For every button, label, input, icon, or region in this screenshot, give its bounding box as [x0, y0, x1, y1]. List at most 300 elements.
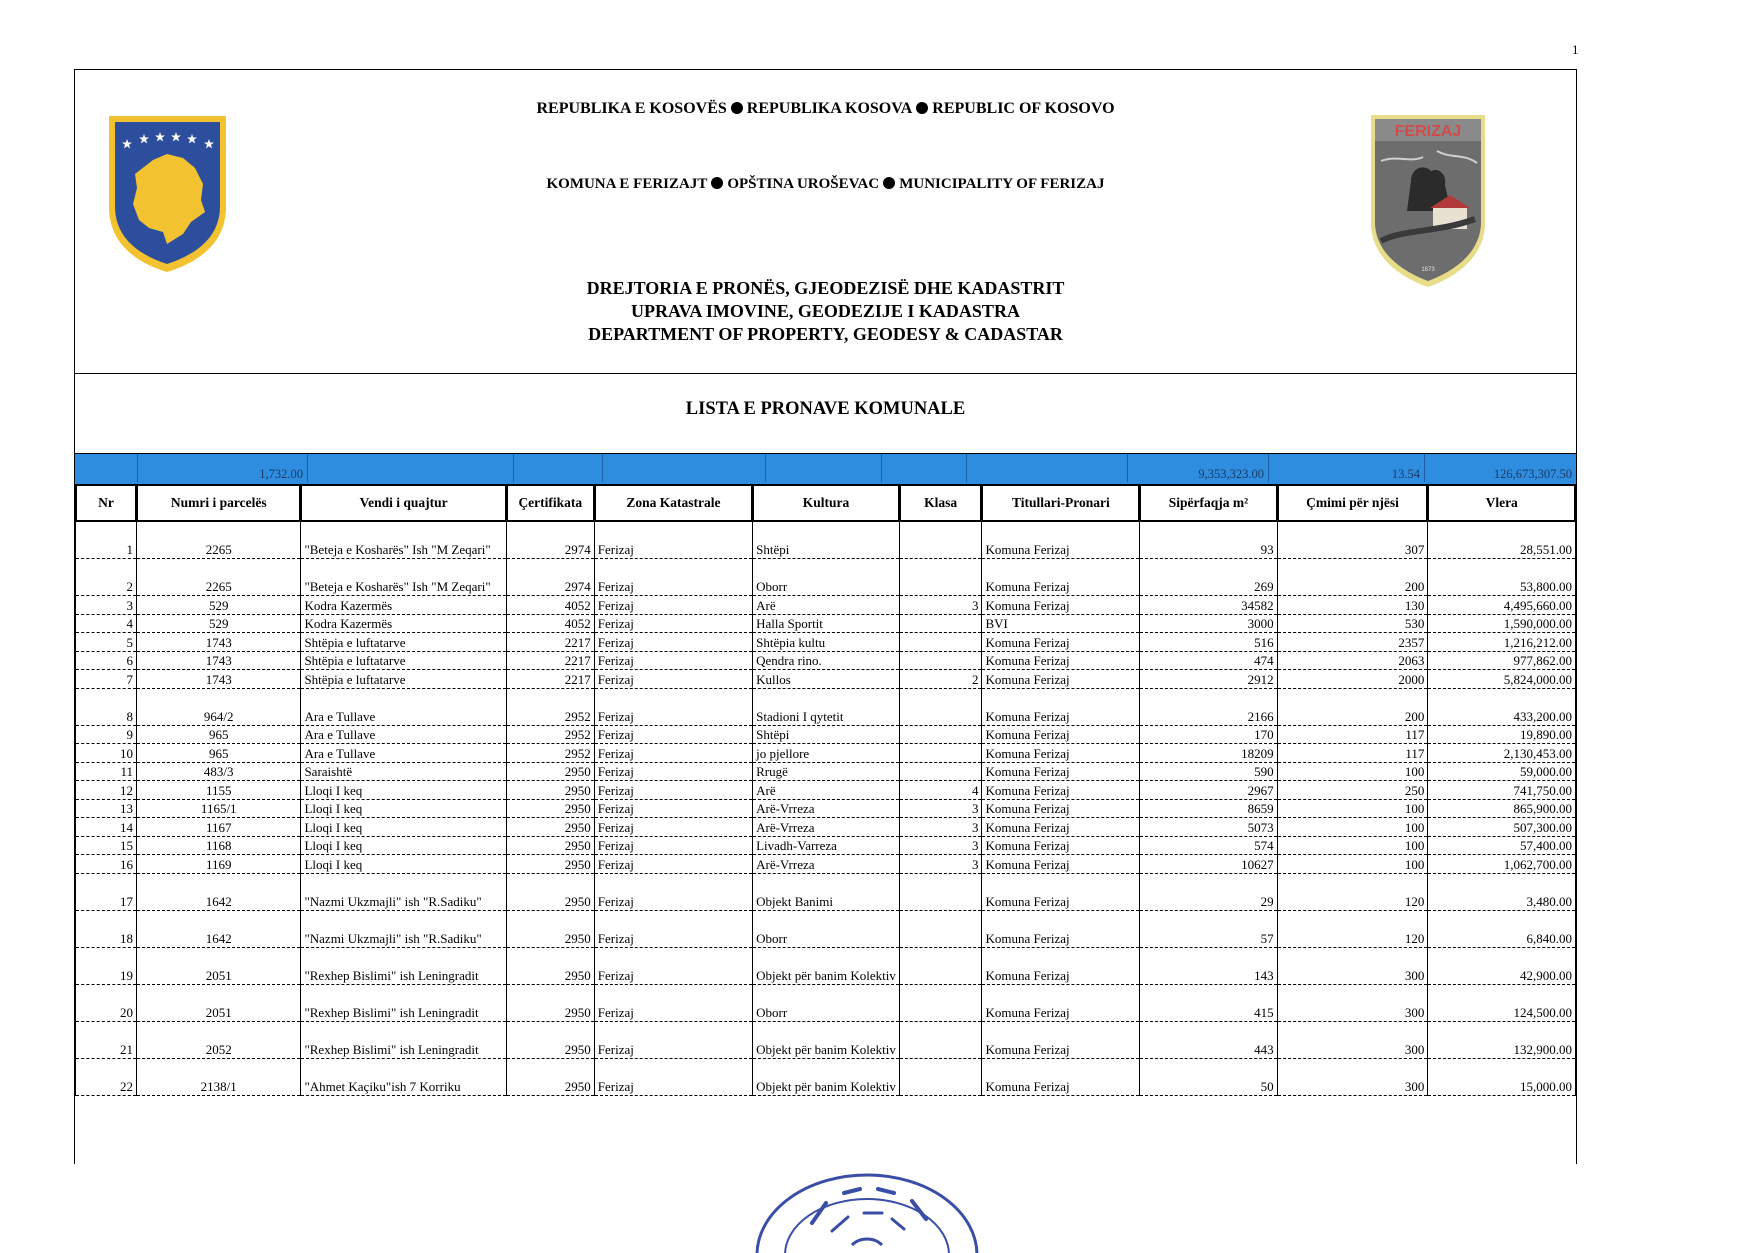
- row-price: 530: [1277, 614, 1428, 633]
- row-cert: 2950: [506, 762, 594, 781]
- table-row: [76, 744, 1576, 763]
- row-cert: 2950: [506, 818, 594, 837]
- row-owner: Komuna Ferizaj: [982, 836, 1140, 855]
- totals-price: 13.54: [1269, 454, 1425, 482]
- row-value: 3,480.00: [1428, 873, 1576, 910]
- table-header-row: [76, 485, 1576, 522]
- row-owner: Komuna Ferizaj: [982, 873, 1140, 910]
- table-row: [76, 559, 1576, 596]
- table-row: [76, 855, 1576, 874]
- row-owner: Komuna Ferizaj: [982, 910, 1140, 947]
- row-owner: Komuna Ferizaj: [982, 725, 1140, 744]
- bullet-dot-icon: [883, 177, 895, 189]
- row-value: 28,551.00: [1428, 522, 1576, 559]
- row-place: Ara e Tullave: [301, 688, 506, 725]
- row-culture: Objekt për banim Kolektiv: [753, 1058, 900, 1095]
- emblem-year: 1873: [1421, 267, 1435, 273]
- row-cert: 2952: [506, 725, 594, 744]
- row-parcel: 529: [137, 596, 301, 615]
- row-culture: Objekt Banimi: [753, 873, 900, 910]
- row-parcel: 1642: [137, 873, 301, 910]
- row-cert: 2950: [506, 855, 594, 874]
- row-price: 100: [1277, 836, 1428, 855]
- row-place: Shtëpia e luftatarve: [301, 633, 506, 652]
- row-parcel: 2138/1: [137, 1058, 301, 1095]
- row-place: "Rexhep Bislimi" ish Leningradit: [301, 984, 506, 1021]
- row-area: 93: [1140, 522, 1277, 559]
- row-area: 415: [1140, 984, 1277, 1021]
- row-cert: 2950: [506, 836, 594, 855]
- table-row: [76, 818, 1576, 837]
- row-place: Lloqi I keq: [301, 818, 506, 837]
- republic-name-en: REPUBLIC OF KOSOVO: [932, 100, 1115, 117]
- row-culture: Kullos: [753, 670, 900, 689]
- row-nr: 17: [76, 873, 137, 910]
- row-area: 516: [1140, 633, 1277, 652]
- row-owner: Komuna Ferizaj: [982, 1021, 1140, 1058]
- column-header: Klasa: [899, 485, 982, 522]
- row-place: "Nazmi Ukzmajli" ish "R.Sadiku": [301, 873, 506, 910]
- row-class: 3: [899, 799, 982, 818]
- row-cert: 2950: [506, 910, 594, 947]
- row-zone: Ferizaj: [594, 688, 752, 725]
- row-area: 269: [1140, 559, 1277, 596]
- row-nr: 18: [76, 910, 137, 947]
- row-area: 18209: [1140, 744, 1277, 763]
- row-area: 2912: [1140, 670, 1277, 689]
- row-cert: 2974: [506, 522, 594, 559]
- row-nr: 20: [76, 984, 137, 1021]
- row-price: 100: [1277, 818, 1428, 837]
- row-parcel: 1169: [137, 855, 301, 874]
- row-cert: 2950: [506, 984, 594, 1021]
- row-cert: 2950: [506, 799, 594, 818]
- row-culture: Arë: [753, 596, 900, 615]
- totals-value: 126,673,307.50: [1493, 467, 1572, 481]
- row-zone: Ferizaj: [594, 855, 752, 874]
- row-place: "Rexhep Bislimi" ish Leningradit: [301, 1021, 506, 1058]
- table-row: [76, 596, 1576, 615]
- row-price: 120: [1277, 873, 1428, 910]
- table-row: [76, 836, 1576, 855]
- kosovo-coat-of-arms-icon: [105, 112, 230, 275]
- row-class: [899, 614, 982, 633]
- row-nr: 12: [76, 781, 137, 800]
- row-cert: 2952: [506, 744, 594, 763]
- row-class: [899, 633, 982, 652]
- row-class: 3: [899, 596, 982, 615]
- title-bar: [75, 373, 1576, 454]
- row-cert: 4052: [506, 596, 594, 615]
- row-price: 200: [1277, 688, 1428, 725]
- row-place: Lloqi I keq: [301, 781, 506, 800]
- row-price: 307: [1277, 522, 1428, 559]
- row-culture: Livadh-Varreza: [753, 836, 900, 855]
- row-parcel: 1642: [137, 910, 301, 947]
- property-table: [75, 484, 1576, 1096]
- row-class: [899, 522, 982, 559]
- row-place: "Beteja e Kosharës" Ish "M Zeqari": [301, 559, 506, 596]
- row-area: 143: [1140, 947, 1277, 984]
- row-class: [899, 651, 982, 670]
- row-class: [899, 762, 982, 781]
- row-price: 117: [1277, 725, 1428, 744]
- row-area: 2166: [1140, 688, 1277, 725]
- row-nr: 19: [76, 947, 137, 984]
- row-zone: Ferizaj: [594, 744, 752, 763]
- row-owner: Komuna Ferizaj: [982, 984, 1140, 1021]
- row-place: Lloqi I keq: [301, 836, 506, 855]
- row-owner: Komuna Ferizaj: [982, 651, 1140, 670]
- row-price: 117: [1277, 744, 1428, 763]
- row-class: [899, 725, 982, 744]
- row-price: 2063: [1277, 651, 1428, 670]
- row-nr: 21: [76, 1021, 137, 1058]
- row-place: Kodra Kazermës: [301, 614, 506, 633]
- row-nr: 10: [76, 744, 137, 763]
- row-parcel: 2051: [137, 947, 301, 984]
- totals-cell: [882, 454, 967, 482]
- row-parcel: 1155: [137, 781, 301, 800]
- row-culture: Stadioni I qytetit: [753, 688, 900, 725]
- row-parcel: 2051: [137, 984, 301, 1021]
- row-value: 433,200.00: [1428, 688, 1576, 725]
- municipality-name-en: MUNICIPALITY OF FERIZAJ: [899, 176, 1105, 192]
- row-culture: Oborr: [753, 559, 900, 596]
- column-header: Sipërfaqja m²: [1140, 485, 1277, 522]
- table-row: [76, 910, 1576, 947]
- table-row: [76, 614, 1576, 633]
- row-place: Ara e Tullave: [301, 744, 506, 763]
- table-row: [76, 670, 1576, 689]
- row-place: Kodra Kazermës: [301, 596, 506, 615]
- column-header: Numri i parcelës: [137, 485, 301, 522]
- row-value: 1,216,212.00: [1428, 633, 1576, 652]
- row-nr: 11: [76, 762, 137, 781]
- row-cert: 2950: [506, 1058, 594, 1095]
- row-area: 590: [1140, 762, 1277, 781]
- republic-name-sq: REPUBLIKA E KOSOVËS: [536, 100, 727, 117]
- row-zone: Ferizaj: [594, 799, 752, 818]
- row-price: 300: [1277, 1058, 1428, 1095]
- row-owner: Komuna Ferizaj: [982, 1058, 1140, 1095]
- row-cert: 2217: [506, 651, 594, 670]
- emblem-text: FERIZAJ: [1394, 123, 1462, 140]
- column-header: Vendi i quajtur: [301, 485, 506, 522]
- row-place: "Rexhep Bislimi" ish Leningradit: [301, 947, 506, 984]
- totals-cell: [514, 454, 603, 482]
- row-nr: 13: [76, 799, 137, 818]
- row-place: Shtëpia e luftatarve: [301, 651, 506, 670]
- row-cert: 2217: [506, 670, 594, 689]
- row-place: Ara e Tullave: [301, 725, 506, 744]
- row-parcel: 1167: [137, 818, 301, 837]
- row-parcel: 1743: [137, 651, 301, 670]
- row-class: 2: [899, 670, 982, 689]
- municipality-line: [75, 176, 1576, 193]
- row-area: 574: [1140, 836, 1277, 855]
- column-header: Vlera: [1428, 485, 1576, 522]
- row-cert: 2950: [506, 873, 594, 910]
- row-zone: Ferizaj: [594, 633, 752, 652]
- bullet-dot-icon: [711, 177, 723, 189]
- row-culture: Arë: [753, 781, 900, 800]
- row-class: 3: [899, 818, 982, 837]
- row-parcel: 483/3: [137, 762, 301, 781]
- row-culture: Shtëpia kultu: [753, 633, 900, 652]
- row-area: 34582: [1140, 596, 1277, 615]
- department-name-en: DEPARTMENT OF PROPERTY, GEODESY & CADASTAR: [588, 324, 1063, 344]
- row-parcel: 2265: [137, 522, 301, 559]
- row-price: 100: [1277, 855, 1428, 874]
- row-nr: 6: [76, 651, 137, 670]
- row-price: 300: [1277, 984, 1428, 1021]
- row-value: 741,750.00: [1428, 781, 1576, 800]
- row-nr: 8: [76, 688, 137, 725]
- totals-cell: [766, 454, 882, 482]
- table-row: [76, 781, 1576, 800]
- row-cert: 2950: [506, 947, 594, 984]
- row-class: [899, 688, 982, 725]
- row-zone: Ferizaj: [594, 614, 752, 633]
- row-class: 3: [899, 836, 982, 855]
- row-place: Lloqi I keq: [301, 855, 506, 874]
- row-zone: Ferizaj: [594, 984, 752, 1021]
- row-price: 250: [1277, 781, 1428, 800]
- row-culture: Oborr: [753, 910, 900, 947]
- row-value: 59,000.00: [1428, 762, 1576, 781]
- department-name-sr: UPRAVA IMOVINE, GEODEZIJE I KADASTRA: [631, 301, 1020, 321]
- row-area: 50: [1140, 1058, 1277, 1095]
- table-row: [76, 725, 1576, 744]
- row-value: 6,840.00: [1428, 910, 1576, 947]
- row-culture: Arë-Vrreza: [753, 799, 900, 818]
- row-owner: Komuna Ferizaj: [982, 670, 1140, 689]
- municipality-name-sq: KOMUNA E FERIZAJT: [546, 176, 708, 192]
- row-parcel: 1165/1: [137, 799, 301, 818]
- row-value: 977,862.00: [1428, 651, 1576, 670]
- row-class: 4: [899, 781, 982, 800]
- row-culture: Qendra rino.: [753, 651, 900, 670]
- row-culture: Arë-Vrreza: [753, 818, 900, 837]
- row-zone: Ferizaj: [594, 559, 752, 596]
- row-culture: Objekt për banim Kolektiv: [753, 947, 900, 984]
- row-price: 2357: [1277, 633, 1428, 652]
- row-parcel: 1168: [137, 836, 301, 855]
- row-owner: BVI: [982, 614, 1140, 633]
- row-price: 130: [1277, 596, 1428, 615]
- letterhead: [75, 70, 1576, 374]
- row-area: 474: [1140, 651, 1277, 670]
- row-parcel: 2265: [137, 559, 301, 596]
- column-header: Titullari-Pronari: [982, 485, 1140, 522]
- row-area: 5073: [1140, 818, 1277, 837]
- row-value: 42,900.00: [1428, 947, 1576, 984]
- row-place: "Ahmet Kaçiku"ish 7 Korriku: [301, 1058, 506, 1095]
- row-owner: Komuna Ferizaj: [982, 818, 1140, 837]
- column-header: Çertifikata: [506, 485, 594, 522]
- table-row: [76, 1021, 1576, 1058]
- row-value: 57,400.00: [1428, 836, 1576, 855]
- row-culture: jo pjellore: [753, 744, 900, 763]
- table-row: [76, 762, 1576, 781]
- row-value: 15,000.00: [1428, 1058, 1576, 1095]
- totals-cell: [308, 454, 514, 482]
- row-cert: 4052: [506, 614, 594, 633]
- row-nr: 22: [76, 1058, 137, 1095]
- totals-parcel: 1,732.00: [138, 454, 308, 482]
- row-nr: 16: [76, 855, 137, 874]
- row-value: 19,890.00: [1428, 725, 1576, 744]
- row-nr: 5: [76, 633, 137, 652]
- row-zone: Ferizaj: [594, 873, 752, 910]
- row-nr: 7: [76, 670, 137, 689]
- row-price: 100: [1277, 762, 1428, 781]
- table-row: [76, 522, 1576, 559]
- row-owner: Komuna Ferizaj: [982, 781, 1140, 800]
- row-owner: Komuna Ferizaj: [982, 559, 1140, 596]
- table-row: [76, 688, 1576, 725]
- row-place: "Nazmi Ukzmajli" ish "R.Sadiku": [301, 910, 506, 947]
- row-area: 29: [1140, 873, 1277, 910]
- page-number: 1: [1572, 42, 1579, 57]
- row-parcel: 965: [137, 744, 301, 763]
- row-parcel: 2052: [137, 1021, 301, 1058]
- row-zone: Ferizaj: [594, 651, 752, 670]
- row-owner: Komuna Ferizaj: [982, 947, 1140, 984]
- totals-cell: [75, 454, 138, 482]
- row-culture: Objekt për banim Kolektiv: [753, 1021, 900, 1058]
- row-nr: 1: [76, 522, 137, 559]
- row-value: 132,900.00: [1428, 1021, 1576, 1058]
- row-place: Shtëpia e luftatarve: [301, 670, 506, 689]
- row-zone: Ferizaj: [594, 1058, 752, 1095]
- column-header: Zona Katastrale: [594, 485, 752, 522]
- totals-bar: [75, 454, 1576, 484]
- row-price: 200: [1277, 559, 1428, 596]
- row-owner: Komuna Ferizaj: [982, 762, 1140, 781]
- row-parcel: 1743: [137, 670, 301, 689]
- row-price: 120: [1277, 910, 1428, 947]
- row-place: "Beteja e Kosharës" Ish "M Zeqari": [301, 522, 506, 559]
- row-place: Lloqi I keq: [301, 799, 506, 818]
- totals-area: 9,353,323.00: [1128, 454, 1269, 482]
- row-culture: Shtëpi: [753, 522, 900, 559]
- row-class: [899, 984, 982, 1021]
- row-price: 2000: [1277, 670, 1428, 689]
- table-row: [76, 799, 1576, 818]
- department-name-sq: DREJTORIA E PRONËS, GJEODEZISË DHE KADASTRIT: [586, 278, 1065, 298]
- row-cert: 2950: [506, 781, 594, 800]
- row-nr: 2: [76, 559, 137, 596]
- row-area: 2967: [1140, 781, 1277, 800]
- row-class: [899, 910, 982, 947]
- row-class: [899, 559, 982, 596]
- row-nr: 4: [76, 614, 137, 633]
- column-header: Çmimi për njësi: [1277, 485, 1428, 522]
- row-nr: 14: [76, 818, 137, 837]
- table-row: [76, 873, 1576, 910]
- row-parcel: 964/2: [137, 688, 301, 725]
- row-owner: Komuna Ferizaj: [982, 799, 1140, 818]
- row-cert: 2217: [506, 633, 594, 652]
- row-value: 865,900.00: [1428, 799, 1576, 818]
- row-area: 57: [1140, 910, 1277, 947]
- bullet-dot-icon: [916, 102, 928, 114]
- row-zone: Ferizaj: [594, 947, 752, 984]
- municipality-name-sr: OPŠTINA UROŠEVAC: [727, 176, 880, 192]
- row-cert: 2952: [506, 688, 594, 725]
- row-price: 100: [1277, 799, 1428, 818]
- row-area: 10627: [1140, 855, 1277, 874]
- row-owner: Komuna Ferizaj: [982, 596, 1140, 615]
- table-row: [76, 984, 1576, 1021]
- row-owner: Komuna Ferizaj: [982, 522, 1140, 559]
- row-class: [899, 873, 982, 910]
- row-nr: 9: [76, 725, 137, 744]
- row-place: Saraishtë: [301, 762, 506, 781]
- row-parcel: 965: [137, 725, 301, 744]
- row-zone: Ferizaj: [594, 1021, 752, 1058]
- row-value: 1,590,000.00: [1428, 614, 1576, 633]
- row-area: 3000: [1140, 614, 1277, 633]
- row-culture: Halla Sportit: [753, 614, 900, 633]
- row-area: 8659: [1140, 799, 1277, 818]
- row-class: [899, 1021, 982, 1058]
- row-owner: Komuna Ferizaj: [982, 855, 1140, 874]
- row-owner: Komuna Ferizaj: [982, 688, 1140, 725]
- row-price: 300: [1277, 947, 1428, 984]
- totals-cell: [967, 454, 1128, 482]
- row-value: 507,300.00: [1428, 818, 1576, 837]
- row-owner: Komuna Ferizaj: [982, 633, 1140, 652]
- row-zone: Ferizaj: [594, 818, 752, 837]
- row-cert: 2974: [506, 559, 594, 596]
- ferizaj-emblem-icon: [1367, 111, 1489, 291]
- row-price: 300: [1277, 1021, 1428, 1058]
- row-class: [899, 1058, 982, 1095]
- row-zone: Ferizaj: [594, 836, 752, 855]
- row-value: 53,800.00: [1428, 559, 1576, 596]
- row-zone: Ferizaj: [594, 522, 752, 559]
- row-area: 170: [1140, 725, 1277, 744]
- row-zone: Ferizaj: [594, 725, 752, 744]
- row-class: 3: [899, 855, 982, 874]
- document-title: LISTA E PRONAVE KOMUNALE: [685, 399, 966, 419]
- document-frame: [74, 69, 1577, 1164]
- republic-name-sr: REPUBLIKA KOSOVA: [746, 100, 913, 117]
- bullet-dot-icon: [731, 102, 743, 114]
- row-culture: Oborr: [753, 984, 900, 1021]
- row-zone: Ferizaj: [594, 910, 752, 947]
- row-value: 2,130,453.00: [1428, 744, 1576, 763]
- republic-line: [75, 100, 1576, 118]
- row-class: [899, 947, 982, 984]
- table-row: [76, 1058, 1576, 1095]
- row-value: 124,500.00: [1428, 984, 1576, 1021]
- column-header: Nr: [76, 485, 137, 522]
- row-owner: Komuna Ferizaj: [982, 744, 1140, 763]
- row-value: 5,824,000.00: [1428, 670, 1576, 689]
- row-value: 4,495,660.00: [1428, 596, 1576, 615]
- table-row: [76, 651, 1576, 670]
- official-stamp-icon: [752, 1163, 982, 1253]
- table-body: [76, 522, 1576, 1096]
- row-zone: Ferizaj: [594, 781, 752, 800]
- row-culture: Rrugë: [753, 762, 900, 781]
- row-zone: Ferizaj: [594, 596, 752, 615]
- column-header: Kultura: [753, 485, 900, 522]
